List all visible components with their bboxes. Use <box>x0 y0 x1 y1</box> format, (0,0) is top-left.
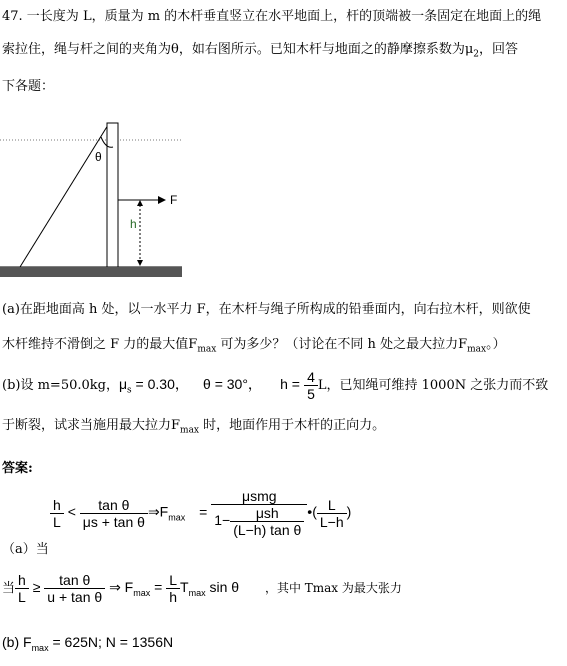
fraction-den <box>211 505 307 538</box>
implies-f: ⇒F <box>147 503 169 520</box>
den-prefix: 1− <box>214 512 231 529</box>
big-fraction <box>211 488 307 538</box>
part-b-line-2 <box>2 417 385 440</box>
subscript: max <box>197 344 217 355</box>
fraction-num: μsmg <box>211 488 307 505</box>
part-b-text: 时，地面作用于木杆的正向力。 <box>199 418 386 433</box>
fraction <box>15 572 29 605</box>
subscript: s <box>127 385 132 396</box>
eq-sign: = <box>199 503 208 520</box>
rope-line <box>20 125 108 267</box>
answer-b-result: = 625N; N = 1356N <box>48 634 174 650</box>
subscript: max <box>180 425 200 436</box>
fraction-den: L <box>53 513 61 530</box>
height-label: h <box>130 217 137 231</box>
subscript: max <box>467 344 487 355</box>
part-a-text: 。） <box>486 337 506 352</box>
fraction-num: h <box>15 572 29 589</box>
fraction-num: h <box>50 497 64 514</box>
part-a-text: (a)在距地面高 h 处，以一水平力 F，在木杆与绳子所构成的铅垂面内，向右拉木杆，则欲使 <box>2 302 531 317</box>
arrow-head <box>158 196 166 204</box>
part-b-line-1 <box>2 366 548 409</box>
fraction-num: 4 <box>304 369 318 386</box>
fraction <box>317 497 347 530</box>
subscript: 2 <box>473 49 480 60</box>
case1-label: （a）当 <box>2 542 49 557</box>
figure-diagram <box>0 115 190 285</box>
fraction-den: L−h <box>319 513 344 530</box>
fraction <box>304 369 318 402</box>
fraction <box>166 572 180 605</box>
case1-formula <box>50 488 351 538</box>
fraction-num: L <box>166 572 180 589</box>
part-b-text: L，已知绳可维持 1000N 之张力而不致 <box>317 378 549 393</box>
fraction-den: L <box>18 589 26 605</box>
ground-hatch <box>0 267 182 277</box>
part-a-line-2 <box>2 336 506 359</box>
pole <box>107 123 118 267</box>
part-b-answer <box>2 634 173 653</box>
theta-label: θ <box>95 150 102 164</box>
part-a-line-1 <box>2 301 531 319</box>
fraction-num: tan θ <box>80 497 148 514</box>
theta-value: θ = 30°， <box>203 376 262 392</box>
fraction <box>44 572 105 605</box>
case2-label: 当 <box>2 580 16 596</box>
h-eq: h = <box>280 376 300 392</box>
problem-text: 索拉住，绳与杆之间的夹角为θ，如右图所示。已知木杆与地面之的静摩擦系数为μ <box>2 42 474 57</box>
fraction-den: h <box>169 589 178 605</box>
fraction-den: 5 <box>307 386 315 402</box>
fraction-num: tan θ <box>44 572 105 589</box>
subscript: max <box>188 588 206 598</box>
case2-formula <box>2 572 402 605</box>
fraction <box>50 497 64 530</box>
fraction-num: μsh <box>230 505 304 522</box>
fraction-den: u + tan θ <box>47 589 103 605</box>
force-label: F <box>170 193 178 207</box>
part-b-text: 于断裂，试求当施用最大拉力F <box>2 418 181 433</box>
fraction-num: L <box>317 497 347 514</box>
eq-sign: = <box>154 579 163 596</box>
dot-paren: •( <box>307 503 317 520</box>
mu-value: = 0.30， <box>131 376 189 392</box>
answer-heading: 答案: <box>2 461 33 476</box>
case2-note: ，其中 Tmax 为最大张力 <box>264 581 402 596</box>
close-paren: ) <box>346 503 352 520</box>
fraction-den: μs + tan θ <box>82 513 145 530</box>
answer-b-prefix: (b) F <box>2 634 32 650</box>
part-a-text: 木杆维持不滑倒之 F 力的最大值F <box>2 337 198 352</box>
part-a-text: 可为多少？（讨论在不同 h 处之最大拉力F <box>216 337 468 352</box>
problem-line-2 <box>2 41 518 64</box>
arrow-head <box>137 200 143 206</box>
mu-symbol: μ <box>118 376 128 392</box>
arrow-head <box>137 260 143 266</box>
problem-text: 下各题： <box>2 79 55 94</box>
sin-theta: sin θ <box>205 579 240 596</box>
problem-line-1 <box>2 8 541 26</box>
fraction-den: (L−h) tan θ <box>233 522 302 538</box>
subscript: max <box>168 512 186 523</box>
lt-sign: < <box>67 503 76 520</box>
problem-text: ，回答 <box>479 42 519 57</box>
subscript: max <box>133 588 151 598</box>
problem-text: 47. 一长度为 L，质量为 m 的木杆垂直竖立在水平地面上，杆的顶端被一条固定在地面上的绳 <box>2 9 542 24</box>
problem-line-3 <box>2 78 54 96</box>
part-b-text: (b)设 m=50.0kg， <box>2 378 119 393</box>
implies-f: ⇒ F <box>109 579 134 596</box>
inner-fraction <box>230 505 304 538</box>
subscript: max <box>31 642 49 653</box>
fraction <box>80 497 148 530</box>
ge-sign: ≥ <box>32 579 41 596</box>
tension-t: T <box>180 579 189 596</box>
